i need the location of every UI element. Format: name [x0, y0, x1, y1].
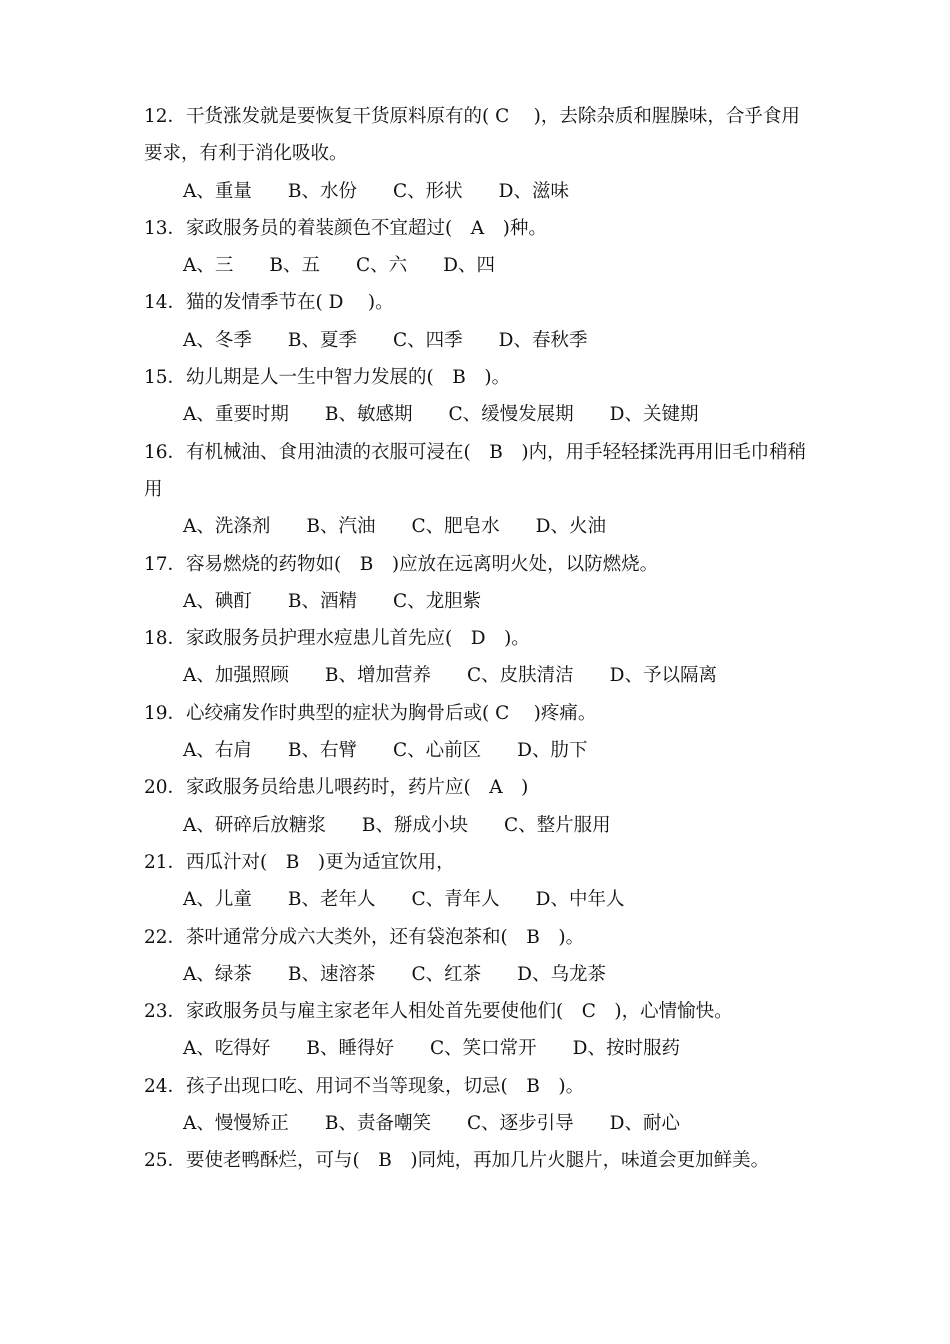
option-b: B、水份	[287, 180, 357, 202]
option-d: D、按时服药	[572, 1038, 680, 1060]
option-a: A、研碎后放糖浆	[183, 814, 326, 836]
option-b: B、五	[269, 255, 320, 277]
option-c: C、笑口常开	[429, 1038, 537, 1060]
question-14-stem: 14．猫的发情季节在( D )。	[144, 292, 394, 314]
option-d: D、火油	[535, 516, 606, 538]
question-18-options	[144, 657, 808, 694]
option-a: A、儿童	[183, 889, 252, 911]
option-c: C、缓慢发展期	[448, 404, 574, 426]
option-d: D、滋味	[498, 180, 569, 202]
option-a: A、三	[183, 255, 234, 277]
option-d: D、肋下	[517, 740, 588, 762]
question-24-options	[144, 1105, 808, 1142]
option-b: B、责备嘲笑	[324, 1113, 431, 1135]
option-c: C、龙胆紫	[392, 590, 482, 612]
option-b: B、夏季	[287, 329, 357, 351]
option-d: D、中年人	[535, 889, 625, 911]
question-25-stem: 25．要使老鸭酥烂，可与( B )同炖，再加几片火腿片，味道会更加鲜美。	[144, 1150, 770, 1172]
question-12-stem: 12．干货涨发就是要恢复干货原料原有的( C )，去除杂质和腥臊味，合乎食用要求，有利于消化吸收。	[144, 106, 800, 165]
question-14-options	[144, 322, 808, 359]
question-21-options	[144, 881, 808, 918]
option-d: D、耐心	[609, 1113, 680, 1135]
option-c: C、肥皂水	[411, 516, 500, 538]
option-c: C、逐步引导	[466, 1113, 574, 1135]
question-22-options	[144, 956, 808, 993]
option-b: B、敏感期	[324, 404, 413, 426]
question-17-options	[144, 583, 808, 620]
option-c: C、整片服用	[503, 814, 611, 836]
question-24-stem: 24．孩子出现口吃、用词不当等现象，切忌( B )。	[144, 1075, 585, 1097]
option-b: B、增加营养	[324, 665, 431, 687]
option-a: A、加强照顾	[183, 665, 289, 687]
option-d: D、春秋季	[498, 329, 588, 351]
option-b: B、速溶茶	[287, 963, 376, 985]
question-23-stem: 23．家政服务员与雇主家老年人相处首先要使他们( C )，心情愉快。	[144, 1001, 733, 1023]
option-a: A、碘酊	[183, 590, 252, 612]
question-19-stem: 19．心绞痛发作时典型的症状为胸骨后或( C )疼痛。	[144, 702, 597, 724]
option-b: B、睡得好	[306, 1038, 394, 1060]
option-a: A、洗涤剂	[183, 516, 271, 538]
option-b: B、老年人	[287, 889, 376, 911]
option-c: C、形状	[392, 180, 463, 202]
question-17-stem: 17．容易燃烧的药物如( B )应放在远离明火处，以防燃烧。	[144, 553, 659, 575]
option-a: A、重量	[183, 180, 252, 202]
option-b: B、右臂	[287, 740, 357, 762]
question-15-options	[144, 396, 808, 433]
question-12-options	[144, 173, 808, 210]
question-15-stem: 15．幼儿期是人一生中智力发展的( B )。	[144, 367, 511, 389]
question-22-stem: 22．茶叶通常分成六大类外，还有袋泡茶和( B )。	[144, 926, 585, 948]
option-d: D、予以隔离	[609, 665, 717, 687]
option-c: C、心前区	[392, 740, 482, 762]
question-19-options	[144, 732, 808, 769]
option-d: D、关键期	[609, 404, 699, 426]
option-b: B、酒精	[287, 590, 357, 612]
option-a: A、慢慢矫正	[183, 1113, 289, 1135]
question-16-options	[144, 508, 808, 545]
option-d: D、乌龙茶	[517, 963, 606, 985]
option-b: B、掰成小块	[361, 814, 468, 836]
option-b: B、汽油	[306, 516, 376, 538]
question-23-options	[144, 1030, 808, 1067]
question-13-options	[144, 247, 808, 284]
option-a: A、吃得好	[183, 1038, 271, 1060]
option-c: C、四季	[392, 329, 463, 351]
option-c: C、皮肤清洁	[466, 665, 574, 687]
option-c: C、青年人	[411, 889, 500, 911]
option-c: C、六	[355, 255, 408, 277]
question-18-stem: 18．家政服务员护理水痘患儿首先应( D )。	[144, 628, 530, 650]
question-20-options	[144, 807, 808, 844]
option-a: A、冬季	[183, 329, 252, 351]
option-a: A、重要时期	[183, 404, 289, 426]
question-21-stem: 21．西瓜汁对( B )更为适宜饮用，	[144, 851, 455, 873]
option-a: A、右肩	[183, 740, 252, 762]
question-list	[144, 98, 808, 1180]
question-20-stem: 20．家政服务员给患儿喂药时，药片应( A )	[144, 777, 529, 799]
option-d: D、四	[443, 255, 495, 277]
question-13-stem: 13．家政服务员的着装颜色不宜超过( A )种。	[144, 217, 547, 239]
question-16-stem: 16．有机械油、食用油渍的衣服可浸在( B )内，用手轻轻揉洗再用旧毛巾稍稍用	[144, 441, 807, 500]
option-c: C、红茶	[411, 963, 482, 985]
option-a: A、绿茶	[183, 963, 252, 985]
